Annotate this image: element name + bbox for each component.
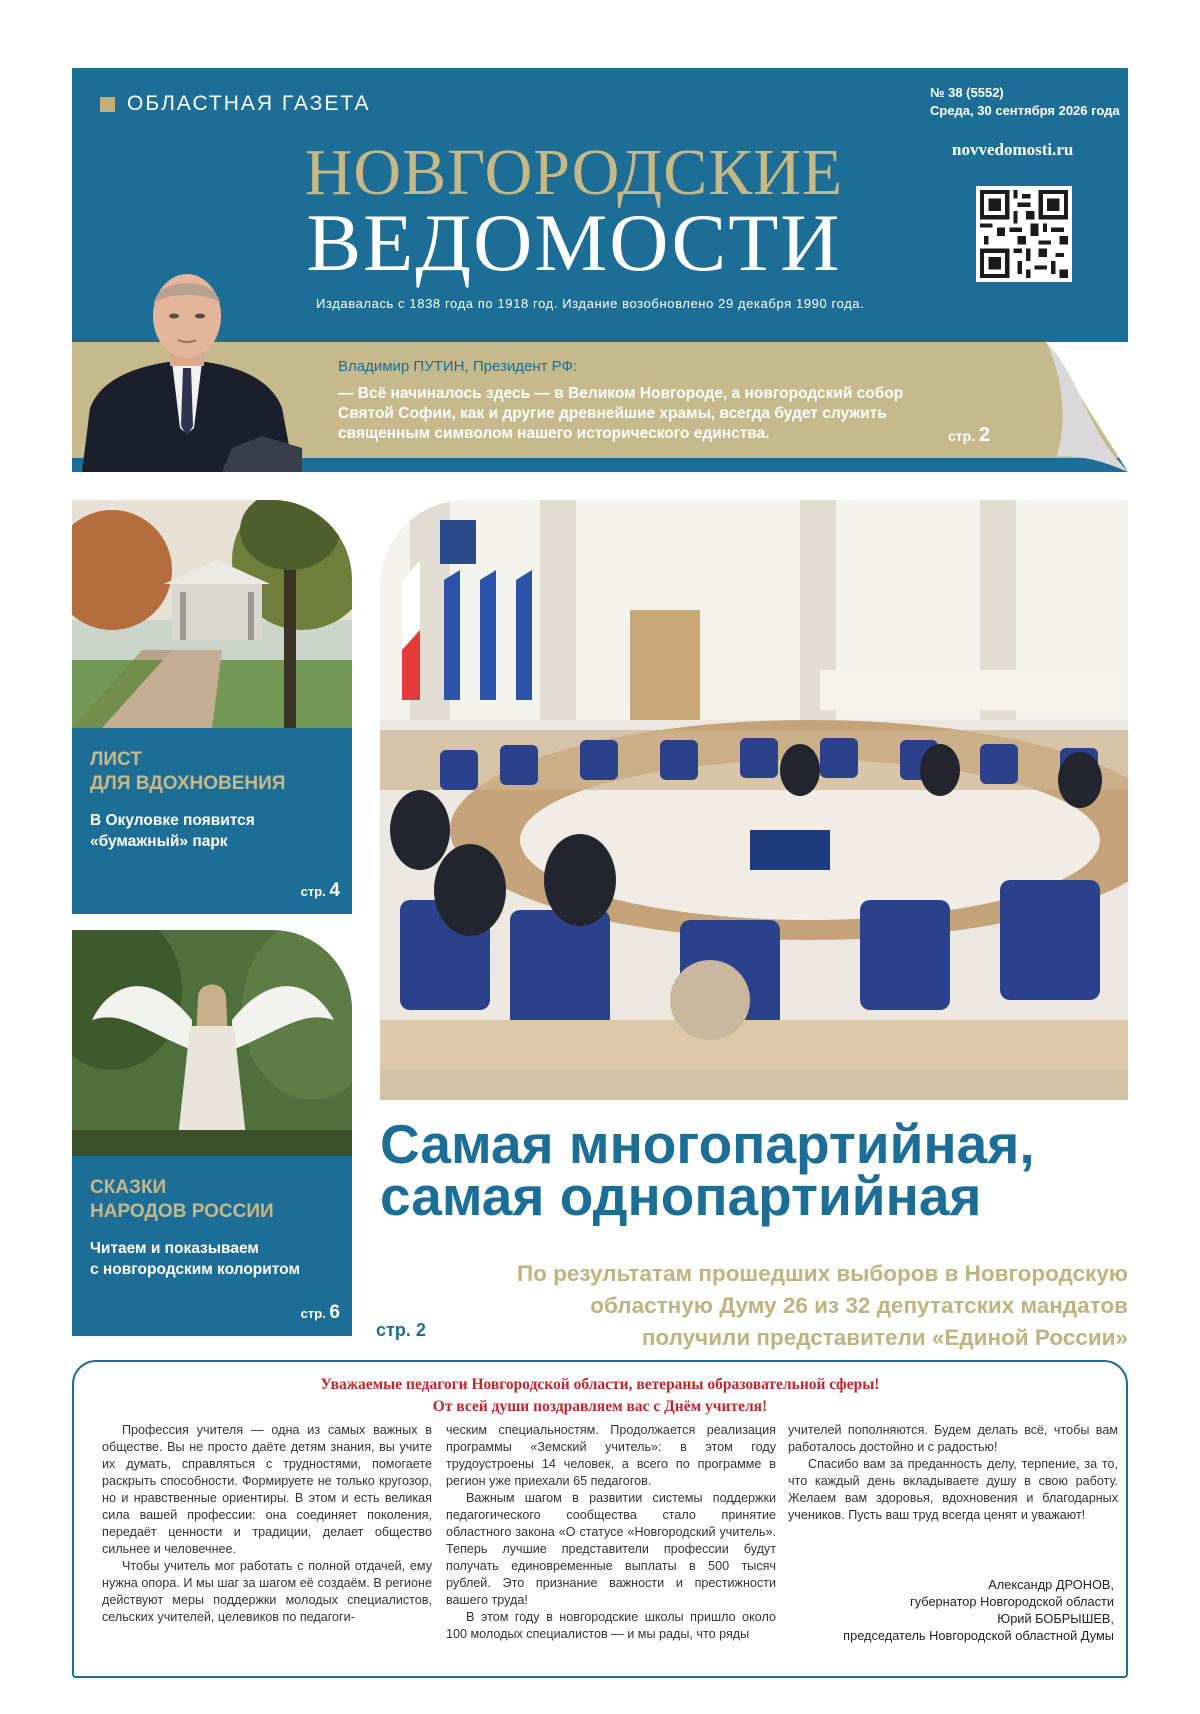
teaser-photo-park (72, 500, 352, 728)
signatory-role: губернатор Новгородской области (910, 1594, 1114, 1609)
quote-text: — Всё начиналось здесь — в Великом Новгороде, а новгородский собор Святой Софии, как и другие древнейшие храмы, всегда будет служить священным символом нашего исторического единства. (338, 385, 904, 442)
teaser-heading-line2: НАРОДОВ РОССИИ (90, 1201, 274, 1222)
teaser-heading (90, 748, 334, 796)
teaser-page-ref[interactable] (301, 1302, 340, 1324)
letter-column-1 (102, 1422, 432, 1626)
letter-heading (74, 1374, 1126, 1418)
letter-paragraph: ческим специальностям. Продолжается реализация программы «Земский учитель»: в этом году трудоустроены 14 человек, а всего по программе в регион уже приехали 65 педагогов. (446, 1423, 776, 1488)
publication-history: Издавалась с 1838 года по 1918 год. Издание возобновлено 29 декабря 1990 года. (316, 296, 865, 311)
main-headline-line2: самая однопартийная (380, 1165, 982, 1227)
page-curl-icon (1046, 342, 1128, 472)
main-photo-duma-session (380, 500, 1128, 1100)
quote-page-ref[interactable] (948, 424, 990, 447)
teachers-day-letter (72, 1360, 1128, 1678)
signatory-name: Юрий БОБРЫШЕВ, (997, 1611, 1114, 1626)
teaser-box-park (72, 728, 352, 914)
teaser-subtitle-line2: с новгородским колоритом (90, 1261, 300, 1278)
letter-paragraph: учителей пополняются. Будем делать всё, чтобы вам работалось достойно и с радостью! (788, 1423, 1118, 1454)
teaser-heading-line1: ЛИСТ (90, 749, 142, 770)
quote-page-number: 2 (978, 424, 991, 446)
teaser-page-prefix: стр. (300, 1306, 326, 1321)
quote-author: Владимир ПУТИН, Президент РФ: (338, 358, 578, 375)
masthead (72, 68, 1128, 472)
signatory-name: Александр ДРОНОВ, (988, 1577, 1114, 1592)
teaser-subtitle (90, 1238, 334, 1280)
letter-paragraph: Спасибо вам за преданность делу, терпение, за то, что каждый день вкладываете душу в свою работу. Желаем вам здоровья, вдохновения и благодарных учеников. Пусть ваш труд всегда ценят и уважают! (788, 1457, 1118, 1522)
main-subheadline-line2: областную Думу 26 из 32 депутатских мандатов (590, 1293, 1128, 1318)
letter-heading-line1: Уважаемые педагоги Новгородской области, ветераны образовательной сферы! (320, 1376, 880, 1393)
teaser-subtitle-line1: Читаем и показываем (90, 1240, 259, 1257)
teaser-box-tales (72, 1156, 352, 1336)
main-headline[interactable] (380, 1113, 1140, 1227)
main-subheadline (380, 1258, 1128, 1354)
teaser-photo-angel (72, 930, 352, 1156)
letter-paragraph: В этом году в новгородские школы пришло около 100 молодых специалистов — и мы рады, что ряды (446, 1610, 776, 1641)
issue-date: Среда, 30 сентября 2026 года (930, 103, 1120, 118)
teaser-page-ref[interactable] (301, 880, 340, 902)
teaser-page-prefix: стр. (300, 884, 326, 899)
teaser-heading-line1: СКАЗКИ (90, 1177, 167, 1198)
kicker (100, 92, 370, 116)
teaser-fairy-tales[interactable] (72, 930, 352, 1336)
teaser-subtitle-line1: В Окуловке появится (90, 812, 255, 829)
main-subheadline-line1: По результатам прошедших выборов в Новгородскую (516, 1261, 1128, 1286)
main-headline-line1: Самая многопартийная, (380, 1113, 1035, 1175)
letter-heading-line2: От всей души поздравляем вас с Днём учителя! (432, 1398, 768, 1415)
main-page-ref[interactable]: стр. 2 (376, 1320, 426, 1340)
signatory-role: председатель Новгородской областной Думы (843, 1628, 1114, 1643)
president-portrait (72, 258, 302, 472)
site-link[interactable]: novvedomosti.ru (952, 140, 1074, 159)
kicker-text: ОБЛАСТНАЯ ГАЗЕТА (127, 92, 371, 115)
letter-column-2 (446, 1422, 776, 1643)
main-subheadline-line3: получили представители «Единой России» (641, 1325, 1128, 1350)
teaser-subtitle-line2: «бумажный» парк (90, 833, 228, 850)
teaser-heading-line2: ДЛЯ ВДОХНОВЕНИЯ (90, 773, 286, 794)
letter-signature (794, 1576, 1114, 1644)
newspaper-title-line2: ВЕДОМОСТИ (306, 197, 842, 288)
teaser-page-number: 4 (329, 880, 340, 901)
qr-code-icon[interactable] (976, 186, 1072, 282)
issue-number: № 38 (5552) (930, 85, 1004, 100)
teaser-heading (90, 1176, 334, 1224)
letter-paragraph: Чтобы учитель мог работать с полной отдачей, ему нужна опора. И мы шаг за шагом её создаём. В регионе действуют меры поддержки молодых специалистов, сельских учителей, целевиков по педагоги- (102, 1559, 432, 1624)
letter-paragraph: Профессия учителя — одна из самых важных в обществе. Вы не просто даёте детям знания, вы учите их думать, справляться с трудностями, помогаете раскрыть способности. Формируете не только кругозор, но и нравственные ориентиры. В этом и есть великая сила вашей профессии: она соединяет поколения, передаёт ценности и традиции, делает общество сильнее и человечнее. (102, 1423, 432, 1556)
teaser-paper-park[interactable] (72, 500, 352, 914)
kicker-square-icon (100, 97, 115, 112)
quote-page-prefix: стр. (948, 428, 976, 444)
letter-column-3 (788, 1422, 1118, 1524)
letter-paragraph: Важным шагом в развитии системы поддержки педагогического сообщества стало принятие областного закона «О статусе «Новгородский учитель». Теперь лучшие представители профессии будут получать единовременные выплаты в 500 тысяч рублей. Это признание важности и престижности вашего труда! (446, 1491, 776, 1607)
newspaper-title-line1: НОВГОРОДСКИЕ (304, 136, 844, 209)
teaser-page-number: 6 (329, 1302, 340, 1323)
issue-info (930, 84, 1120, 120)
teaser-subtitle (90, 810, 334, 852)
